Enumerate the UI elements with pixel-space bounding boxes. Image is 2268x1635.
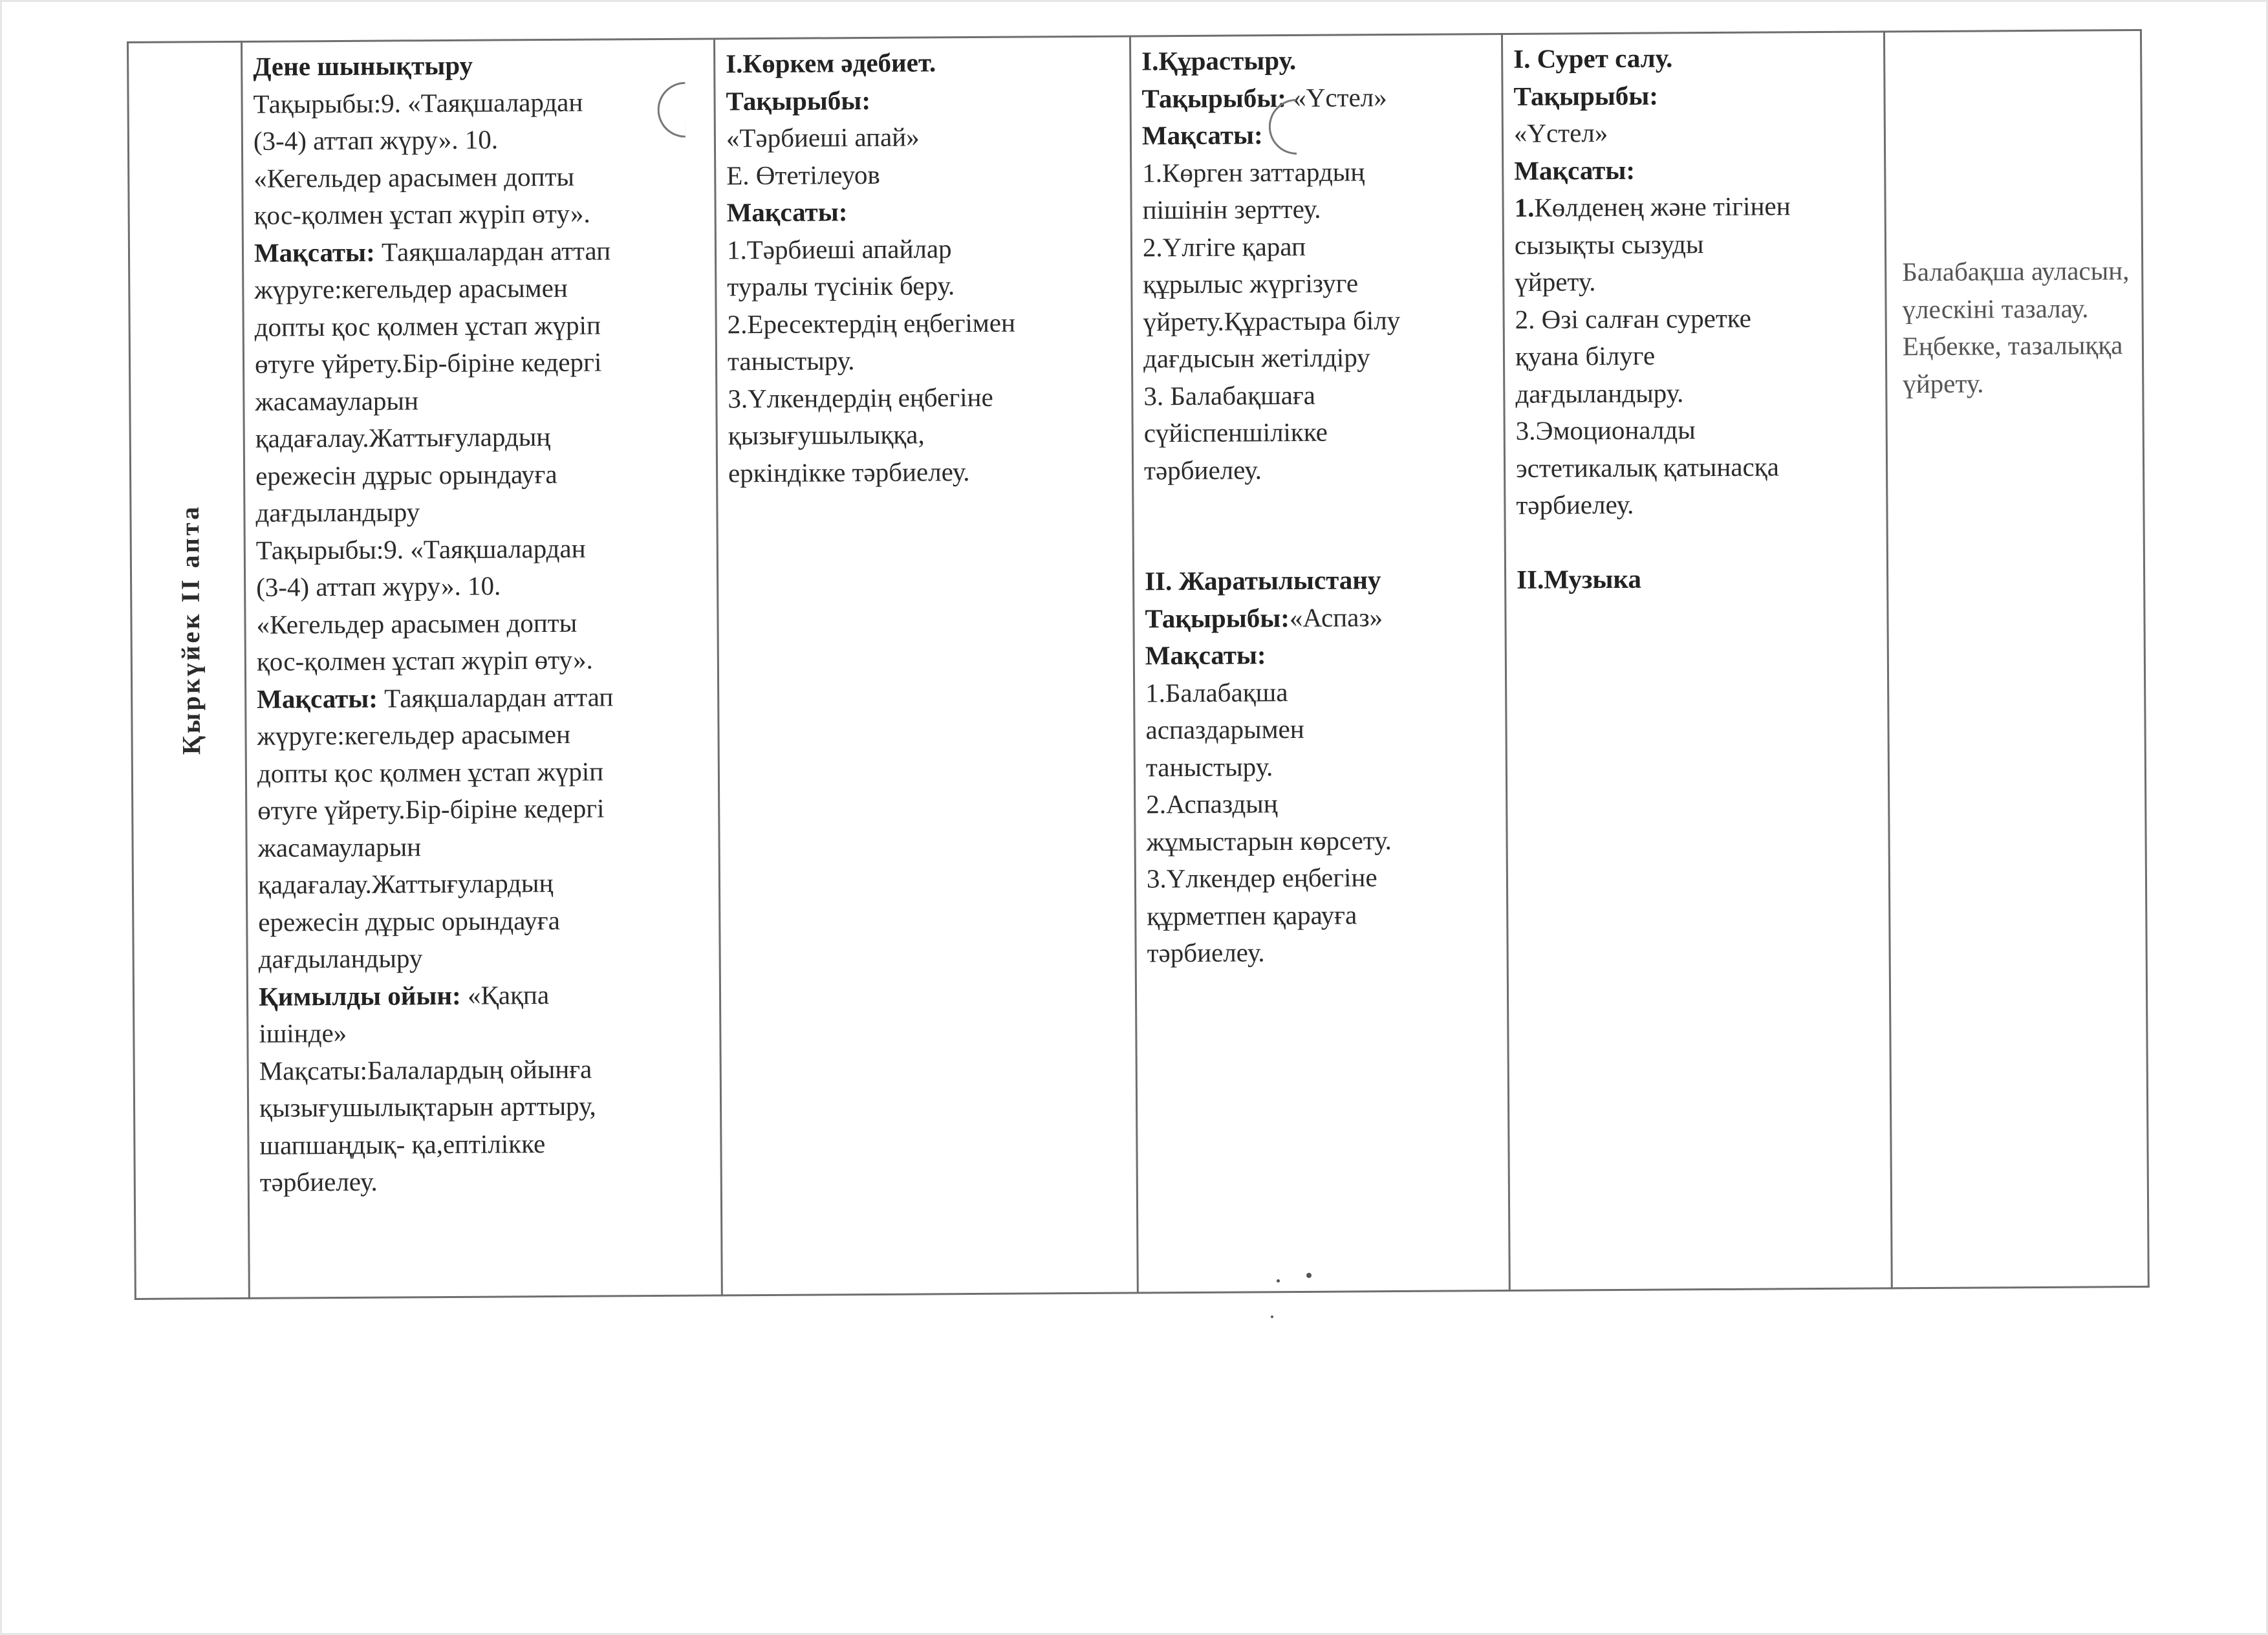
line-text: 3.Эмоционалды <box>1515 415 1696 446</box>
bold-text: Тақырыбы: <box>1141 82 1287 113</box>
spacer <box>1145 524 1495 563</box>
scan-speck <box>1306 1273 1312 1278</box>
line-text: «Үстел» <box>1513 118 1608 148</box>
bold-text: Мақсаты: <box>726 197 848 228</box>
text-line <box>1517 559 1877 598</box>
text-line <box>1513 76 1874 115</box>
line-text: жасамауларын <box>255 385 419 417</box>
text-line <box>1143 227 1493 266</box>
text-line <box>253 83 704 123</box>
text-line <box>1514 187 1875 226</box>
line-text: ережесін дұрыс орындауға <box>255 459 557 491</box>
text-line <box>256 603 707 644</box>
line-text: үйрету. <box>1903 367 1984 398</box>
text-line <box>1145 561 1495 600</box>
text-line <box>1514 113 1875 152</box>
text-line <box>257 752 709 792</box>
text-line <box>260 1162 711 1202</box>
text-line <box>726 80 1120 120</box>
text-line <box>728 303 1122 343</box>
line-text: жүруге:кегельдер арасымен <box>254 272 568 305</box>
text-line <box>258 864 709 904</box>
text-line <box>257 827 709 867</box>
line-text: таныстыру. <box>1145 751 1273 782</box>
line-text: «Қақпа <box>460 979 550 1010</box>
line-text: допты қос қолмен ұстап жүріп <box>257 756 604 788</box>
text-line <box>255 343 706 384</box>
text-line <box>728 378 1122 417</box>
text-line <box>1147 896 1497 935</box>
line-text: дағдыландыру <box>258 943 423 974</box>
text-line <box>1143 338 1494 378</box>
text-line <box>1145 598 1495 638</box>
bold-text: I. Сурет салу. <box>1513 43 1673 74</box>
line-text: Көлденең және тігінен <box>1534 191 1791 222</box>
text-line <box>1516 410 1877 449</box>
line-text: 2.Үлгіге қарап <box>1142 231 1306 262</box>
line-text: 2.Аспаздың <box>1146 788 1278 819</box>
line-text: Балабақша ауласын, <box>1902 255 2130 287</box>
line-text: қуана білуге <box>1515 340 1656 371</box>
line-text: «Тәрбиеші апай» <box>726 122 920 153</box>
text-line <box>728 415 1123 455</box>
text-line <box>254 120 705 160</box>
line-text: сызықты сызуды <box>1514 228 1704 260</box>
line-text: «Үстел» <box>1286 81 1387 113</box>
line-text: үйрету. <box>1515 266 1596 297</box>
text-line <box>255 380 706 420</box>
line-text: қос-қолмен ұстап жүріп өту». <box>254 198 590 230</box>
line-text: Мақсаты:Балалардың ойынға <box>259 1054 592 1086</box>
line-text: құрметпен қарауға <box>1147 899 1357 931</box>
text-line <box>1144 450 1495 490</box>
text-line <box>257 678 708 718</box>
text-line <box>1515 261 1875 301</box>
line-text: 1.Көрген заттардың <box>1142 156 1365 188</box>
physical-education-cell <box>243 38 721 1299</box>
text-line <box>1515 299 1875 338</box>
text-line <box>255 492 707 532</box>
line-text: үлескіні тазалау. <box>1902 292 2089 324</box>
line-text: Таяқшалардан аттап <box>377 681 614 713</box>
bold-text: Тақырыбы: <box>726 85 871 116</box>
bold-text: I.Құрастыру. <box>1141 45 1297 76</box>
text-line <box>254 195 705 235</box>
text-line <box>726 155 1121 194</box>
construction-nature-cell <box>1131 33 1509 1294</box>
text-line <box>255 306 706 346</box>
line-text: өтуге үйрету.Бір-біріне кедергі <box>254 347 602 379</box>
line-text: Е. Өтетілеуов <box>726 159 880 190</box>
text-line <box>1143 264 1493 303</box>
weekly-plan-table <box>127 29 2150 1300</box>
text-line <box>1902 290 2132 329</box>
text-line <box>1142 189 1493 229</box>
spacer <box>1144 487 1495 526</box>
text-line <box>254 232 706 272</box>
line-text: дағдысын жетілдіру <box>1143 342 1370 374</box>
bold-text: II.Музыка <box>1516 563 1642 594</box>
line-text: тәрбиелеу. <box>259 1166 378 1197</box>
line-text: қадағалау.Жаттығулардың <box>257 867 554 900</box>
line-text: шапшаңдық- қа,ептілікке <box>259 1128 546 1160</box>
bold-text: Мақсаты: <box>254 237 375 268</box>
text-line <box>257 641 708 681</box>
text-line <box>259 1124 711 1164</box>
bold-text: Тақырыбы: <box>1145 602 1290 633</box>
text-line <box>1147 858 1497 898</box>
line-text: пішінін зерттеу. <box>1142 193 1321 225</box>
line-text: жүруге:кегельдер арасымен <box>257 719 571 751</box>
text-line <box>259 1050 711 1090</box>
line-text: Еңбекке, тазалыққа <box>1902 330 2123 362</box>
line-text: туралы түсінік беру. <box>727 270 955 302</box>
text-line <box>1516 484 1877 524</box>
text-line <box>728 452 1123 492</box>
bold-text: Мақсаты: <box>1141 120 1263 151</box>
line-text: тәрбиелеу. <box>1147 937 1265 968</box>
line-text: Тақырыбы:9. «Таяқшалардан <box>255 533 586 565</box>
line-text: 2. Өзі салған суретке <box>1515 303 1752 334</box>
line-text: қызығушылықтарын арттыру, <box>259 1090 596 1123</box>
week-label: Қыркүйек II апта <box>175 504 206 755</box>
text-line <box>1143 376 1494 415</box>
bold-text: I.Көркем әдебиет. <box>726 47 936 79</box>
text-line <box>728 341 1122 380</box>
text-line <box>259 1087 711 1127</box>
text-line <box>1516 448 1877 487</box>
line-text: (3-4) аттап жүру». 10. <box>256 570 501 602</box>
text-line <box>258 938 709 979</box>
text-line <box>1902 252 2132 291</box>
text-line <box>1141 78 1492 118</box>
text-line <box>1145 673 1496 712</box>
text-line <box>253 46 704 86</box>
text-line <box>726 192 1121 232</box>
text-line <box>726 43 1120 83</box>
text-line <box>255 455 707 495</box>
line-text: Тақырыбы:9. «Таяқшалардан <box>253 87 583 119</box>
scan-speck <box>1277 1279 1280 1283</box>
text-line <box>259 1013 710 1053</box>
literature-cell <box>715 36 1137 1297</box>
bold-text: Мақсаты: <box>257 683 378 714</box>
line-text: қадағалау.Жаттығулардың <box>255 422 551 453</box>
line-text: өтуге үйрету.Бір-біріне кедергі <box>257 793 605 825</box>
bold-text: Дене шынықтыру <box>253 50 473 81</box>
line-text: үйрету.Құрастыра білу <box>1143 305 1401 336</box>
line-text: 2.Ересектердің еңбегімен <box>727 307 1016 339</box>
bold-text: Мақсаты: <box>1145 640 1266 671</box>
text-line <box>1146 784 1496 823</box>
line-text: аспаздарымен <box>1145 713 1304 745</box>
text-line <box>1145 635 1496 675</box>
text-line <box>727 229 1121 268</box>
line-text: ішінде» <box>259 1017 347 1048</box>
line-text: 3.Үлкендердің еңбегіне <box>728 382 993 413</box>
text-line <box>1515 224 1875 264</box>
line-text: 3. Балабақшаға <box>1143 380 1316 411</box>
line-text: «Кегельдер арасымен допты <box>254 161 575 193</box>
text-line <box>254 157 705 197</box>
text-line <box>257 790 709 830</box>
line-text: қызығушылыққа, <box>728 419 925 451</box>
line-text: (3-4) аттап жүру». 10. <box>253 124 499 156</box>
line-text: таныстыру. <box>727 345 855 376</box>
text-line <box>1513 38 1874 78</box>
text-line <box>1514 150 1875 189</box>
line-text: жасамауларын <box>257 831 422 863</box>
scan-speck <box>1271 1316 1273 1318</box>
text-line <box>1143 301 1494 341</box>
text-line <box>726 118 1121 157</box>
line-text: допты қос қолмен ұстап жүріп <box>254 310 601 342</box>
line-text: тәрбиелеу. <box>1516 489 1634 520</box>
week-label-cell <box>140 403 240 856</box>
text-line <box>258 901 709 941</box>
line-text: 1.Тәрбиеші апайлар <box>726 233 952 265</box>
bold-text: Тақырыбы: <box>1513 80 1659 111</box>
line-text: жұмыстарын көрсету. <box>1146 825 1392 856</box>
line-text: дағдыландыру. <box>1515 377 1684 409</box>
text-line <box>727 266 1121 306</box>
text-line <box>1147 933 1497 972</box>
line-text: «Кегельдер арасымен допты <box>256 607 578 640</box>
line-text: құрылыс жүргізуге <box>1143 268 1359 299</box>
labour-cell <box>1885 29 2148 1289</box>
text-line <box>254 269 706 309</box>
bold-text: II. Жаратылыстану <box>1144 565 1381 596</box>
line-text: тәрбиелеу. <box>1143 454 1262 485</box>
text-line <box>1515 336 1876 375</box>
text-line <box>1903 327 2133 365</box>
text-line <box>1146 821 1496 861</box>
text-line <box>256 529 707 569</box>
line-text: сүйіспеншілікке <box>1143 417 1328 448</box>
text-line <box>259 975 710 1015</box>
drawing-music-cell <box>1503 30 1891 1292</box>
text-line <box>1142 115 1493 155</box>
line-text: эстетикалық қатынасқа <box>1515 451 1779 483</box>
line-text: дағдыландыру <box>255 497 420 528</box>
text-line <box>1146 747 1496 786</box>
text-line <box>256 567 707 607</box>
text-line <box>255 418 707 458</box>
line-text: қос-қолмен ұстап жүріп өту». <box>256 644 593 677</box>
line-text: Таяқшалардан аттап <box>374 235 611 267</box>
text-line <box>1515 373 1876 413</box>
bold-text: Қимылды ойын: <box>258 980 461 1012</box>
text-line <box>1145 709 1496 749</box>
line-text: 3.Үлкендер еңбегіне <box>1146 862 1377 894</box>
line-text: еркіндікке тәрбиелеу. <box>728 456 970 488</box>
text-line <box>1141 41 1492 80</box>
table-left-border <box>127 41 136 1300</box>
line-text: «Аспаз» <box>1289 601 1383 633</box>
text-line <box>1142 153 1493 192</box>
text-line <box>1903 364 2133 403</box>
text-line <box>257 715 708 755</box>
bold-text: Мақсаты: <box>1514 155 1636 186</box>
line-text: ережесін дұрыс орындауға <box>258 905 560 937</box>
spacer <box>1517 522 1877 561</box>
bold-text: 1. <box>1514 192 1535 222</box>
text-line <box>1144 413 1495 452</box>
line-text: 1.Балабақша <box>1145 677 1288 708</box>
